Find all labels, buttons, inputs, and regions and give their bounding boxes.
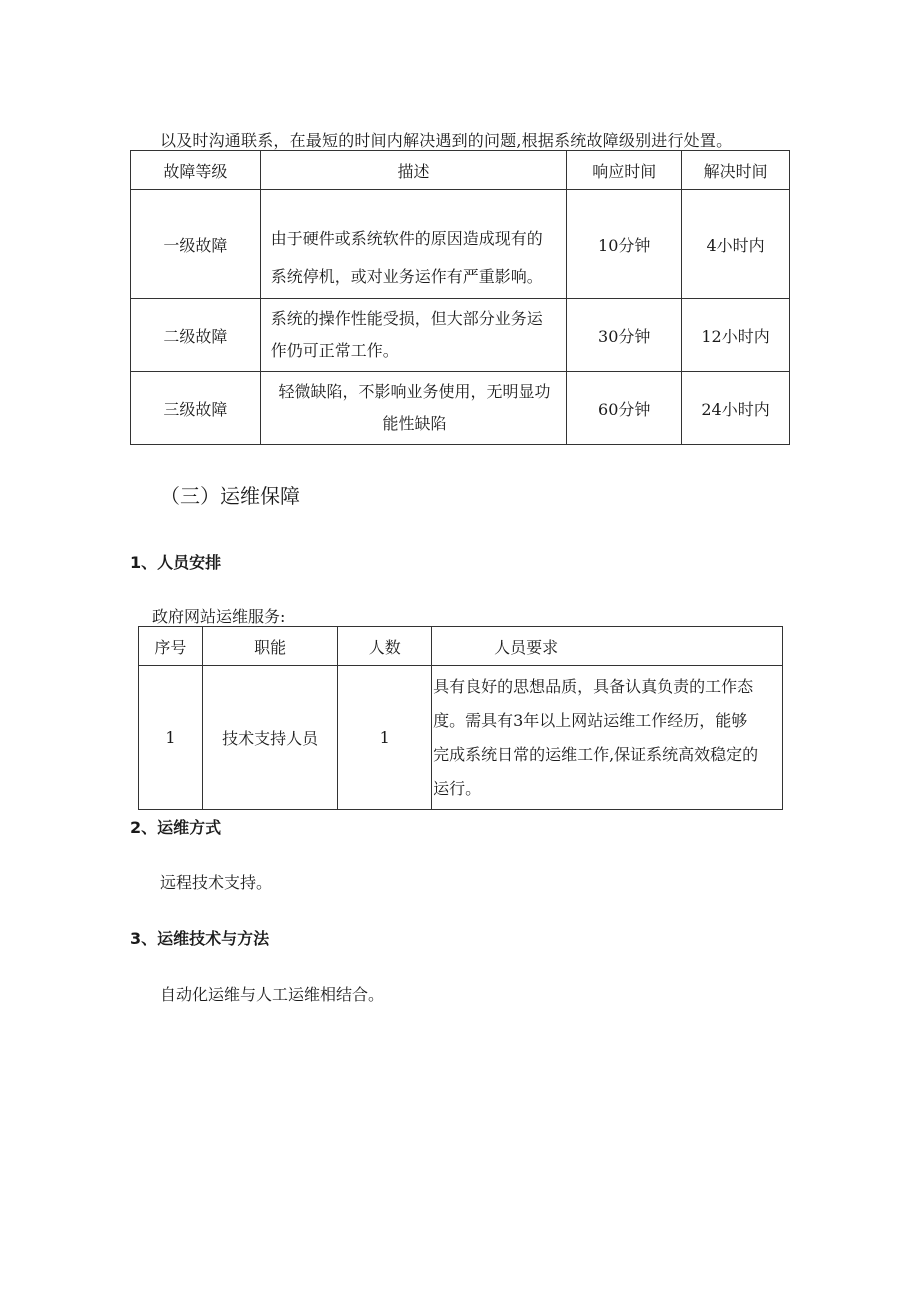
description-line: 轻微缺陷，不影响业务使用，无明显功 xyxy=(278,382,551,401)
header-fault-level: 故障等级 xyxy=(131,151,261,190)
subsection-text: 自动化运维与人工运维相结合。 xyxy=(160,985,385,1004)
headcount-cell: 1 xyxy=(338,666,432,810)
description-line: 系统的操作性能受损，但大部分业务运 xyxy=(270,309,543,328)
description-line: 由于硬件或系统软件的原因造成现有的 xyxy=(270,229,543,248)
table-header-row xyxy=(131,151,790,190)
role-cell: 技术支持人员 xyxy=(202,666,338,810)
subsection-intro: 政府网站运维服务: xyxy=(152,607,286,626)
resolve-time-cell: 4小时内 xyxy=(682,190,790,299)
fault-level-cell: 一级故障 xyxy=(131,190,261,299)
header-resolve-time: 解决时间 xyxy=(682,151,790,190)
response-time-cell: 60分钟 xyxy=(567,372,682,445)
description-line: 能性缺陷 xyxy=(382,414,447,433)
header-number: 序号 xyxy=(139,627,203,666)
table-row xyxy=(131,372,790,445)
header-role: 职能 xyxy=(202,627,338,666)
table-row xyxy=(139,666,783,810)
requirement-line: 完成系统日常的运维工作,保证系统高效稳定的 xyxy=(433,744,759,764)
subsection-heading: 1、人员安排 xyxy=(130,553,222,572)
description-cell xyxy=(260,190,567,299)
table-row xyxy=(131,299,790,372)
staffing-table xyxy=(138,626,783,810)
requirements-cell xyxy=(432,666,783,810)
table-row xyxy=(131,190,790,299)
header-headcount: 人数 xyxy=(338,627,432,666)
section-title: （三）运维保障 xyxy=(160,484,300,508)
fault-level-cell: 二级故障 xyxy=(131,299,261,372)
intro-paragraph: 以及时沟通联系，在最短的时间内解决遇到的问题,根据系统故障级别进行处置。 xyxy=(160,131,733,150)
fault-level-table xyxy=(130,150,790,445)
number-cell: 1 xyxy=(139,666,203,810)
header-response-time: 响应时间 xyxy=(567,151,682,190)
requirement-line: 度。需具有3年以上网站运维工作经历，能够 xyxy=(433,710,748,730)
response-time-cell: 30分钟 xyxy=(567,299,682,372)
table-header-row xyxy=(139,627,783,666)
description-line: 系统停机，或对业务运作有严重影响。 xyxy=(270,267,543,286)
description-cell xyxy=(260,299,567,372)
requirement-line: 运行。 xyxy=(433,778,482,798)
subsection-heading: 3、运维技术与方法 xyxy=(130,929,270,948)
response-time-cell: 10分钟 xyxy=(567,190,682,299)
requirement-line: 具有良好的思想品质，具备认真负责的工作态 xyxy=(433,676,754,696)
fault-level-cell: 三级故障 xyxy=(131,372,261,445)
header-description: 描述 xyxy=(260,151,567,190)
resolve-time-cell: 24小时内 xyxy=(682,372,790,445)
header-requirements: 人员要求 xyxy=(432,627,783,666)
subsection-text: 远程技术支持。 xyxy=(160,873,273,892)
description-cell xyxy=(260,372,567,445)
subsection-heading: 2、运维方式 xyxy=(130,818,222,837)
resolve-time-cell: 12小时内 xyxy=(682,299,790,372)
description-line: 作仍可正常工作。 xyxy=(270,341,399,360)
